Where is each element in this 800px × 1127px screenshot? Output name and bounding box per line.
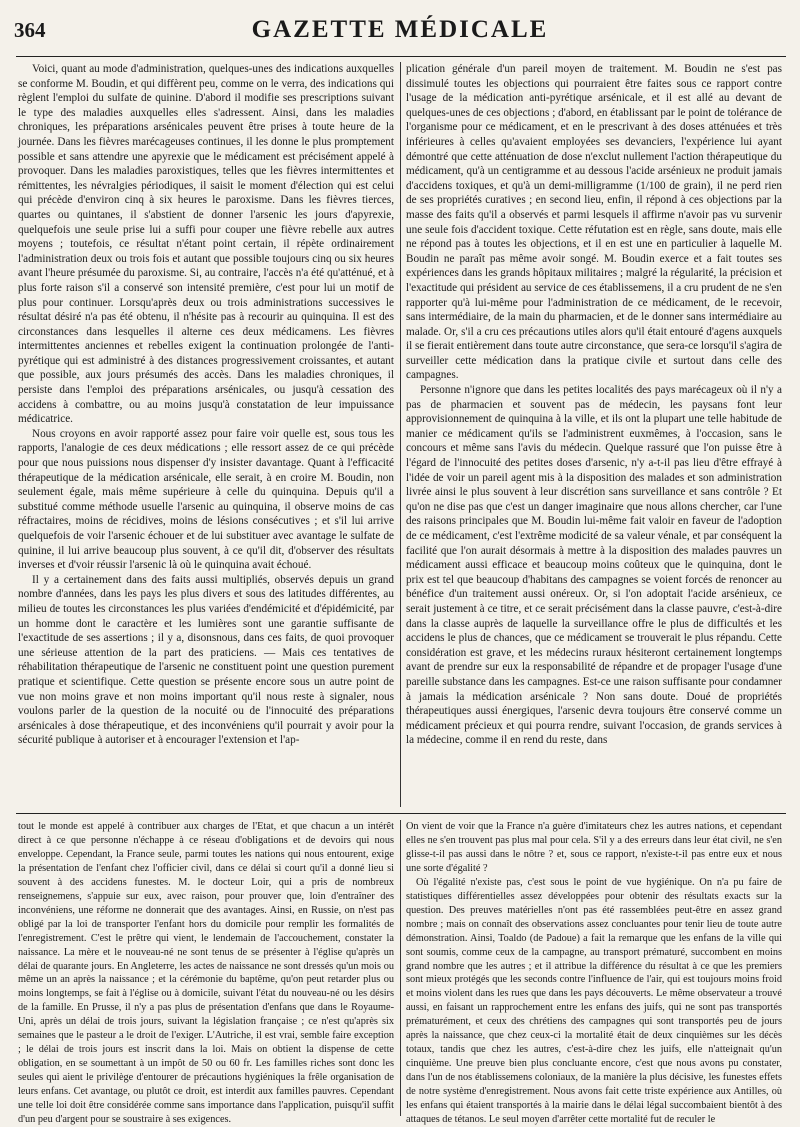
- upper-right-column: [406, 62, 782, 807]
- column-rule: [400, 62, 401, 807]
- paragraph: On vient de voir que la France n'a guère d'imitateurs chez les autres nations, et cependant elles ne s'en trouvent pas plus mal pour cela. S'il y a des erreurs dans leur état civil, ne s'en glisse-t-il pas aussi dans le nôtre ? et, sous ce rapport, n'existe-t-il pas entre eux et nous une sorte d'égalité ?: [406, 821, 782, 874]
- paragraph: plication générale d'un pareil moyen de traitement. M. Boudin ne s'est pas dissimulé toutes les objections qui pourraient être faites sous ce rapport contre l'usage de la médication anti-pyrétique arsénicale, et il est allé au devant de quelques-unes de ces objections ; d'abord, en établissant par le point de tolérance de l'organisme pour ce médicament, et en le prescrivant à des doses atténuées et très inférieures à celles qu'avaient employées ses devanciers, l'expérience lui ayant démontré que cette atténuation de dose n'exclut nullement l'action thérapeutique du médicament, qu'à un centigramme et au dessous l'acide arsénieux ne produit jamais d'accidens toxiques, et qu'à un demi-milligramme (1/100 de grain), il ne perd rien de ses propriétés curatives ; en second lieu, enfin, il répond à ces objections par la masse des faits qu'il a observés et parmi lesquels il affirme n'avoir pas vu survenir une seule fois d'accident toxique. Cette réfutation est en règle, sans doute, mais elle ne répond pas à toutes les objections, et il en est une en particulier à laquelle M. Boudin ne paraît pas même avoir songé. M. Boudin exerce et a fait toutes ses expériences dans les grands hôpitaux militaires ; malgré la régularité, la précision et l'exactitude qui président au service de ces établissemens, il a cru prudent de ne s'en rapporter qu'à lui-même pour l'administration de ce médicament, de le recevoir, sans intermédiaire, de la main du pharmacien, et de le donner sans intermédiaire au malade. Or, s'il a cru ces précautions utiles alors qu'il était entouré d'agens auxquels il se fierait entièrement dans toute autre circonstance, que sera-ce lorsqu'il s'agira de surveiller cette médication dans la pratique civile et surtout dans celle des campagnes.: [406, 63, 782, 382]
- page-number: 364: [14, 18, 46, 42]
- header-rule: [16, 56, 786, 57]
- paragraph: Où l'égalité n'existe pas, c'est sous le point de vue hygiénique. On n'a pu faire de statistiques différentielles assez développées pour obtenir des résultats exacts sur la question. Des preuves matérielles n'ont pas été rassemblées peut-être en assez grand nombre ; mais on connaît des observations assez concluantes pour tenir lieu de toute autre démonstration. Ainsi, Toaldo (de Padoue) a fait la remarque que les enfans de la ville qui sont soumis, comme ceux de la campagne, au transport prématuré, succombent en moins grand nombre que les autres ; et il attribue la différence du résultat à ce que les premiers sont mieux protégés que les seconds contre l'influence de l'air, qui est toujours moins froid et moins violent dans les rues que dans les pays découverts. Le même observateur a trouvé aussi, en faisant un rapprochement entre les enfans des juifs, qui ne sont pas transportés prématurément, et ceux des chrétiens des campagnes qui sont transportés peu de jours après la naissance, que chez ceux-ci la mortalité était de deux cinquièmes sur les décès totaux, tandis que chez les autres, c'est-à-dire chez les juifs, elle n'atteignait qu'un cinquième. Une preuve bien plus concluante encore, c'est que nous avons pu constater, dans l'un de nos établissemens coloniaux, de la manière la plus décisive, les funestes effets de notre système d'enregistrement. Nous avons fait cette triste expérience aux Antilles, où les enfans qui étaient transportés à la mairie dans le délai légal succombaient bientôt à des attaques de tétanos. Le seul moyen d'arrêter cette mortalité fut de reculer le: [406, 876, 782, 1126]
- running-title: GAZETTE MÉDICALE: [251, 16, 549, 43]
- upper-left-column: [18, 62, 394, 807]
- lower-right-column: [406, 820, 782, 1126]
- section-rule: [16, 813, 786, 814]
- paragraph: Voici, quant au mode d'administration, quelques-unes des indications auxquelles se conforme M. Boudin, et qui diffèrent peu, comme on le verra, des indications qui règlent l'emploi du sulfate de quinine. D'abord il modifie ses prescriptions suivant le type des maladies auxquelles elles s'adressent. Ainsi, dans les maladies chroniques, les préparations arsénicales peuvent être prises à toute heure de la journée. Dans les fièvres marécageuses continues, il les donne le plus promptement possible et sans attendre une apyrexie que le médicament est précisément appelé à provoquer. Dans les maladies paroxistiques, telles que les fièvres intermittentes et rémittentes, les névralgies périodiques, il saisit le moment d'élection qui est celui qui précède d'environ cinq à six heures le paroxisme. Dans les fièvres tierces, quartes ou quintanes, il s'abstient de donner l'arsenic les jours d'apyrexie, quelquefois une seule prise lui a suffi pour couper une fièvre rebelle aux autres moyens ; toutefois, ce résultat n'étant point certain, il répète ordinairement l'administration deux ou trois fois et autant que possible toujours cinq ou six heures avant l'heure présumée du paroxisme. Si, au contraire, l'accès n'a été qu'atténué, et à plus forte raison s'il a conservé son intensité première, c'est pour lui un motif de plus pour continuer. Lorsqu'après deux ou trois administrations successives le résultat désiré n'a pas été obtenu, il n'hésite pas à recourir au quinquina. Il est des circonstances dans lesquelles il alterne ces deux médicamens. Les fièvres intermittentes anciennes et rebelles exigent la continuation prolongée de l'anti-pyrétique qui est administré à des distances progressivement croissantes, et autant que possible, aux jours présumés des accès. Dans les maladies chroniques, il persiste dans l'emploi des préparations arsénicales, ou jusqu'à cessation des accidens à combattre, ou au moins jusqu'à constatation de leur impuissance médicatrice.: [18, 63, 394, 426]
- paragraph: Il y a certainement dans des faits aussi multipliés, observés depuis un grand nombre d'années, dans les pays les plus divers et sous des latitudes différentes, au milieu de toutes les circonstances les plus variées d'endémicité et d'épidémicité, par un homme dont le caractère et les lumières sont une garantie suffisante de l'exactitude de ses assertions ; il y a, disonsnous, dans ces faits, de quoi provoquer une sérieuse attention de la part des praticiens. — Mais ces tentatives de réhabilitation thérapeutique de l'arsenic ne constituent point une question purement pratique et scientifique. Cette question se présente encore sous un autre point de vue non moins grave et non moins important qu'il nous reste à signaler, nous voulons parler de la question de la nocuité ou de l'innocuité des préparations arsénicales à dose thérapeutique, et des inconvéniens qu'il pourrait y avoir pour la sécurité publique à autoriser et à encourager l'extension et l'ap-: [18, 573, 394, 747]
- paragraph: tout le monde est appelé à contribuer aux charges de l'Etat, et que chacun a un intérêt direct à ce que personne n'échappe à ce réseau d'obligations et de devoirs qui nous enveloppe. Cependant, la France seule, parmi toutes les nations qui nous entourent, exige la présentation de l'enfant chez l'officier civil, dans ce délai si court qu'il a donné lieu si souvent à des accidens funestes. M. le docteur Loir, qui a pris de nombreux renseignemens, s'appuie sur eux, avec raison, pour prouver que, loin d'entraîner des inconvéniens, une réforme ne donnerait que des avantages. Ainsi, en Russie, on n'est pas obligé par la loi de transporter l'enfant hors du domicile pour remplir les formalités de l'enregistrement. C'est le prêtre qui vient, le lendemain de l'accouchement, constater la naissance. La mère et le nouveau-né ne sont tenus de se présenter à l'église qu'après un délai de quarante jours. En Angleterre, les actes de naissance ne sont dressés qu'un mois ou même un an après la naissance ; et la cérémonie du baptême, qu'on peut retarder plus ou moins longtemps, se fait à l'église ou à domicile, suivant l'état du nouveau-né ou les désirs de la famille. En Prusse, il n'y a pas plus de présentation d'enfans que dans le Royaume-Uni, après un délai de trois jours, suivant la législation française ; ce n'est qu'après six semaines que le pasteur a le droit de l'exiger. L'Autriche, il est vrai, semble faire exception ; le délai de trois jours est inscrit dans la loi. Mais on obtient la dispense de cette obligation, en se soumettant à un impôt de 50 ou 60 fr. Les familles riches sont donc les seules qui aient le privilège d'entourer de précautions hygiéniques la frêle organisation de leurs enfans. Cet avantage, ou plutôt ce droit, est interdit aux familles pauvres. Cependant une telle loi doit être considérée comme sans importance dans l'application, puisqu'il suffit d'un peu d'argent pour se soustraire à ses exigences.: [18, 821, 394, 1126]
- lower-left-column: [18, 820, 394, 1126]
- paragraph: Personne n'ignore que dans les petites localités des pays marécageux où il n'y a pas de pharmacien et souvent pas de médecin, les paysans font leur approvisionnement de quinquina à la ville, et ils ont la plupart une telle habitude de manier ce médicament qu'ils se l'administrent euxmêmes, à l'occasion, sans le concours et même sans l'avis du médecin. Quelque rassuré que l'on puisse être à l'égard de l'innocuité des petites doses d'arsenic, n'y a-t-il pas lieu d'être effrayé à l'idée de voir un pareil agent mis à la disposition des malades et son administration livrée ainsi le plus souvent à leur discrétion sans surveillance et sans contrôle ? Et qu'on ne dise pas que c'est un danger imaginaire que nous allons chercher, car l'une des raisons principales que M. Boudin lui-même fait valoir en faveur de l'adoption de ce médicament, c'est l'extrême modicité de sa valeur vénale, et par conséquent la facilité que l'on aurait désormais à mettre à la disposition des malades pauvres un médicament aussi efficace et beaucoup moins coûteux que le quinquina, dont le prix est tel que beaucoup d'habitans des campagnes se voient forcés de renoncer au bénéfice d'un traitement aussi onéreux. Or, si l'on adoptait l'acide arsénieux, ce serait justement à ce titre, et ce serait précisément dans la classe pauvre, c'est-à-dire dans la classe auprès de laquelle la surveillance offre le plus de difficultés et les accidens le plus de chances, que ce médicament se trouverait le plus répandu. Cette considération est grave, et les médecins ruraux hésiteront certainement longtemps avant de prendre sur eux la responsabilité de répandre et de propager l'usage d'une pareille substance dans les campagnes. Est-ce une raison suffisante pour condamner à jamais la médication arsénicale ? Non sans doute. Doué de propriétés thérapeutiques aussi énergiques, l'arsenic devra toujours être conservé comme un médicament précieux et qui pourra rendre, suivant l'occasion, de grands services à la médecine, comme il en rend du reste, dans: [406, 384, 782, 747]
- paragraph: Nous croyons en avoir rapporté assez pour faire voir quelle est, sous tous les rapports, l'analogie de ces deux médications ; elle ressort assez de ce qui précède pour que nous puissions nous dispenser d'y insister davantage. Quant à l'efficacité thérapeutique de la médication arsénicale, elle serait, à en croire M. Boudin, non seulement égale, mais même supérieure à celle du quinquina. Depuis qu'il a substitué comme méthode usuelle l'arsenic au quinquina, il observe moins de cas réfractaires, moins de récidives, moins de lésions consécutives ; et s'il lui arrive quelquefois de voir l'arsenic échouer et de lui substituer avec avantage le sulfate de quinine, il lui arrive beaucoup plus souvent, à ce qu'il dit, d'observer des résultats inverses et d'voir réussir l'arsenic là où le quinquina avait échoué.: [18, 427, 394, 572]
- column-rule: [400, 820, 401, 1116]
